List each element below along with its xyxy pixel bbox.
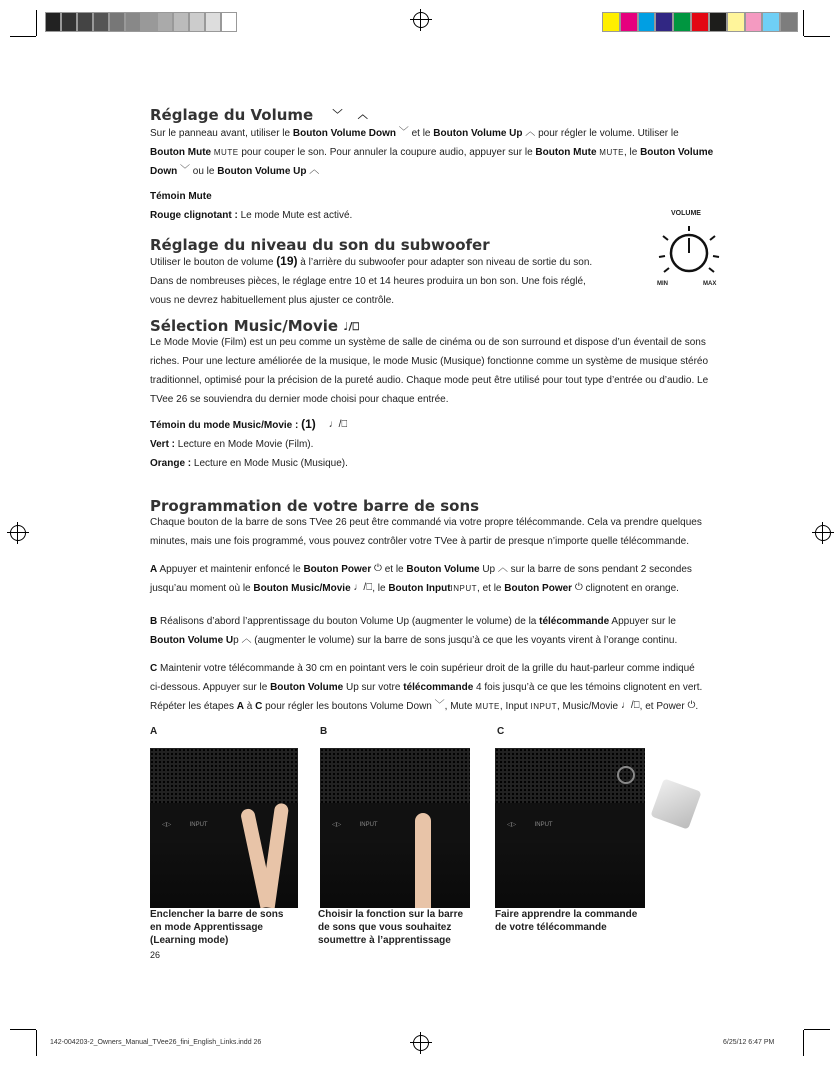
color-swatch [745, 12, 763, 32]
music-movie-icon: ♩/⎕ [328, 419, 348, 431]
color-swatch [780, 12, 798, 32]
page-number: 26 [150, 950, 161, 960]
power-icon: ⏻ [687, 700, 696, 712]
remote-control-illustration [650, 778, 701, 829]
heading-subwoofer: Réglage du niveau du son du subwoofer [150, 236, 490, 254]
crop-mark [10, 1029, 36, 1030]
chevron-up-icon: ︿ [497, 563, 508, 575]
figure-label-a: A [150, 726, 158, 737]
photo-b: ◁▷ INPUT [320, 748, 470, 908]
crop-mark [10, 36, 36, 37]
heading-music-movie: Sélection Music/Movie ♩/⎕ [150, 317, 360, 335]
programming-intro: Chaque bouton de la barre de sons TVee 26 peut être commandé via votre propre télécommande. Cela va prendre quelques minutes, mais une fois programmé, vous pouvez contrôler votre TVee à partir de presque n’importe quelle télécommande. [150, 517, 702, 547]
mute-section: Témoin Mute Rouge clignotant : Le mode Mute est activé. [150, 191, 353, 221]
step-a: A Appuyer et maintenir enfoncé le Bouton Power ⏻ et le Bouton Volume Up ︿ sur la barre de sons pendant 2 secondes jusqu’au moment où le Bouton Music/Movie ♩/⎕, le Bouton InputINPUT, et le Bouton Power ⏻ clignotent en orange. [150, 563, 692, 594]
color-swatch [620, 12, 638, 32]
caption-c: Faire apprendre la commande de votre télécommande [495, 909, 638, 933]
color-swatch [61, 12, 77, 32]
color-swatch [205, 12, 221, 32]
footer-date: 6/25/12 6:47 PM [723, 1039, 775, 1046]
chevron-up-icon: ︿ [525, 127, 536, 139]
color-swatch [655, 12, 673, 32]
color-swatch-bar [602, 12, 798, 32]
knob-icon [655, 220, 725, 290]
chevron-up-icon: ︿ [241, 634, 252, 646]
figure-label-b: B [320, 726, 328, 737]
crop-mark [804, 36, 830, 37]
step-c: C Maintenir votre télécommande à 30 cm en pointant vers le coin supérieur droit de la grille du haut-parleur comme indiqué ci-dessous. Appuyer sur le Bouton Volume Up sur votre télécommande 4 fois jusqu’à ce que les témoins clignotent en vert. Répéter les étapes A à C pour régler les boutons Volume Down ﹀, Mute MUTE, Input INPUT, Music/Movie ♩/⎕, et Power ⏻. [150, 663, 703, 712]
subwoofer-text: Utiliser le bouton de volume (19) à l’arrière du subwoofer pour adapter son niveau de sortie du son. Dans de nombreuses pièces, le réglage entre 10 et 14 heures produira un bon son. Une fois réglé, vous ne devrez habituellement plus ajuster ce contrôle. [150, 254, 593, 306]
chevron-down-icon: ﹀ [398, 127, 409, 139]
music-indicator: Témoin du mode Music/Movie : (1) ♩/⎕ Vert : Lecture en Mode Movie (Film). Orange : Lecture en Mode Music (Musique). [150, 417, 348, 469]
volume-knob-illustration [655, 208, 725, 293]
crop-mark [36, 10, 37, 36]
color-swatch [638, 12, 656, 32]
color-swatch [125, 12, 141, 32]
color-swatch [727, 12, 745, 32]
chevron-up-icon: ︿ [357, 109, 368, 121]
gray-swatch-bar [45, 12, 237, 32]
sensor-ring [617, 766, 635, 784]
color-swatch [602, 12, 620, 32]
power-icon: ⏻ [374, 563, 382, 575]
music-movie-icon: ♩/⎕ [353, 582, 373, 594]
knob-title: VOLUME [671, 210, 701, 217]
registration-mark-icon [815, 525, 831, 541]
crop-mark [36, 1030, 37, 1056]
crop-mark [803, 1030, 804, 1056]
color-swatch [141, 12, 157, 32]
knob-max-label: MAX [703, 281, 717, 287]
volume-text: Sur le panneau avant, utiliser le Bouton Volume Down ﹀ et le Bouton Volume Up ︿ pour régler le volume. Utiliser le Bouton Mute MUTE pour couper le son. Pour annuler la coupure audio, appuyer sur le Bouton Mute MUTE, le Bouton Volume Down ﹀ ou le Bouton Volume Up ︿ [150, 127, 714, 177]
music-movie-icon: ♩/⎕ [343, 319, 360, 333]
color-swatch [762, 12, 780, 32]
figure-label-c: C [497, 726, 505, 737]
registration-mark-icon [10, 525, 26, 541]
crop-mark [804, 1029, 830, 1030]
chevron-down-icon: ﹀ [332, 109, 343, 121]
chevron-down-icon: ﹀ [180, 165, 190, 177]
photo-c: ◁▷ INPUT [495, 748, 645, 908]
caption-a: Enclencher la barre de sons en mode Apprentissage (Learning mode) [150, 909, 284, 946]
color-swatch [109, 12, 125, 32]
color-swatch [673, 12, 691, 32]
chevron-down-icon: ﹀ [434, 700, 445, 712]
crop-mark [803, 10, 804, 36]
color-swatch [157, 12, 173, 32]
color-swatch [691, 12, 709, 32]
color-swatch [173, 12, 189, 32]
color-swatch [77, 12, 93, 32]
step-b: B Réalisons d’abord l’apprentissage du bouton Volume Up (augmenter le volume) de la télécommande Appuyer sur le Bouton Volume Up ︿ (augmenter le volume) sur la barre de sons jusqu’à ce que les voyants virent à l’orange continu. [150, 616, 678, 646]
color-swatch [45, 12, 61, 32]
power-icon: ⏻ [574, 582, 583, 594]
caption-b: Choisir la fonction sur la barre de sons que vous souhaitez soumettre à l’apprentissage [318, 909, 464, 946]
heading-volume: Réglage du Volume ﹀ ︿ [150, 106, 368, 124]
knob-min-label: MIN [657, 281, 668, 287]
color-swatch [709, 12, 727, 32]
music-text: Le Mode Movie (Film) est un peu comme un système de salle de cinéma ou de son surround et dispose d’un éventail de sons riches. Pour une lecture améliorée de la musique, le mode Music (Musique) fonctionne comme un système de musique stéréo traditionnel, optimisé pour la précision de la pureté audio. Chaque mode peut être utilisé pour tout type d’entrée ou d’audio. Le TVee 26 se souviendra du dernier mode choisi pour chaque entrée. [150, 337, 709, 405]
color-swatch [221, 12, 237, 32]
footer-file: 142-004203-2_Owners_Manual_TVee26_fini_English_Links.indd 26 [50, 1039, 262, 1046]
chevron-up-icon: ︿ [309, 165, 320, 177]
photo-a: ◁▷ INPUT [150, 748, 298, 908]
registration-mark-icon [413, 1035, 429, 1051]
color-swatch [93, 12, 109, 32]
registration-mark-icon [413, 12, 429, 28]
heading-programming: Programmation de votre barre de sons [150, 497, 480, 515]
music-movie-icon: ♩/⎕ [620, 700, 640, 712]
color-swatch [189, 12, 205, 32]
